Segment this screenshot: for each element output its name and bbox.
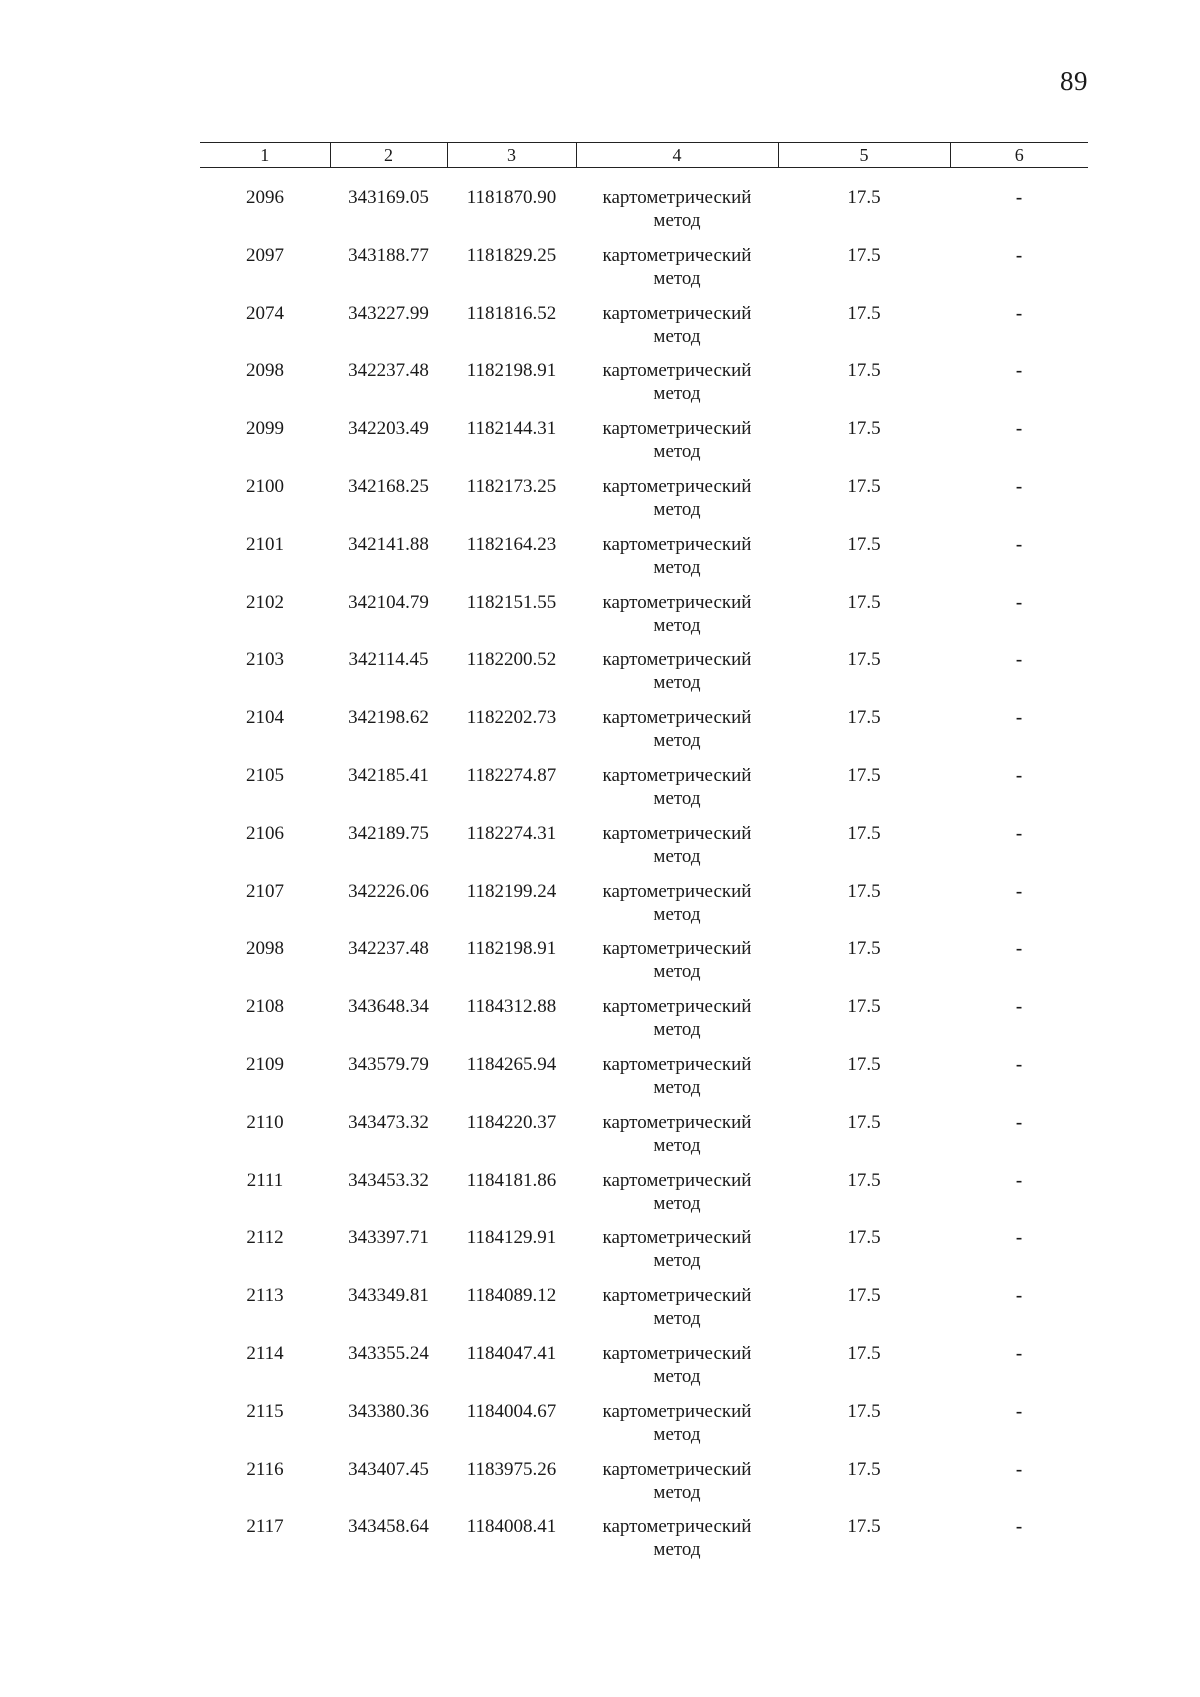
x-coordinate-cell: 343227.99 — [348, 302, 429, 324]
method-line-2: метод — [653, 1481, 701, 1503]
accuracy-cell: 17.5 — [847, 764, 881, 786]
accuracy-cell: 17.5 — [847, 533, 881, 555]
point-number-cell: 2116 — [246, 1458, 284, 1480]
method-line-2: метод — [653, 961, 701, 983]
y-coordinate-cell: 1183975.26 — [466, 1458, 557, 1480]
table-row — [200, 1458, 1088, 1516]
point-number-cell: 2098 — [246, 360, 284, 382]
note-cell: - — [1015, 1516, 1023, 1538]
method-line-1: картометрический — [602, 533, 752, 555]
point-number-cell: 2114 — [246, 1342, 284, 1364]
column-header-1: 1 — [200, 143, 330, 168]
method-cell — [576, 706, 778, 764]
y-coordinate-cell: 1182202.73 — [466, 707, 557, 729]
accuracy-cell: 17.5 — [847, 649, 881, 671]
x-coordinate-cell: 342185.41 — [348, 764, 429, 786]
note-cell: - — [1015, 418, 1023, 440]
method-line-1: картометрический — [602, 1053, 752, 1075]
x-coordinate-cell: 342237.48 — [348, 360, 429, 382]
x-coordinate-cell: 343169.05 — [348, 187, 429, 208]
accuracy-cell: 17.5 — [847, 1458, 881, 1480]
note-cell: - — [1015, 244, 1023, 266]
table-row — [200, 359, 1088, 417]
method-line-2: метод — [653, 267, 701, 289]
method-cell — [576, 880, 778, 938]
note-cell: - — [1015, 1053, 1023, 1075]
method-cell — [576, 591, 778, 649]
method-cell — [576, 1226, 778, 1284]
y-coordinate-cell: 1184004.67 — [466, 1400, 557, 1422]
note-cell: - — [1015, 938, 1023, 960]
x-coordinate-cell: 342237.48 — [348, 938, 429, 960]
note-cell: - — [1015, 591, 1023, 613]
table-row — [200, 168, 1088, 244]
column-header-2: 2 — [330, 143, 447, 168]
column-header-5: 5 — [778, 143, 950, 168]
table-row — [200, 591, 1088, 649]
header-row — [200, 143, 1088, 168]
method-line-1: картометрический — [602, 880, 752, 902]
table-row — [200, 764, 1088, 822]
accuracy-cell: 17.5 — [847, 244, 881, 266]
method-line-2: метод — [653, 441, 701, 463]
y-coordinate-cell: 1184312.88 — [466, 996, 557, 1018]
point-number-cell: 2103 — [246, 649, 284, 671]
method-cell — [576, 822, 778, 880]
method-cell — [576, 1284, 778, 1342]
method-line-1: картометрический — [602, 1342, 752, 1364]
y-coordinate-cell: 1184220.37 — [466, 1111, 557, 1133]
x-coordinate-cell: 342226.06 — [348, 880, 429, 902]
method-line-2: метод — [653, 1076, 701, 1098]
method-cell — [576, 1342, 778, 1400]
method-cell — [576, 1400, 778, 1458]
method-line-2: метод — [653, 845, 701, 867]
method-cell — [576, 533, 778, 591]
y-coordinate-cell: 1182173.25 — [466, 475, 557, 497]
note-cell: - — [1015, 707, 1023, 729]
point-number-cell: 2097 — [246, 244, 284, 266]
method-line-2: метод — [653, 1539, 701, 1561]
note-cell: - — [1015, 1227, 1023, 1249]
x-coordinate-cell: 342198.62 — [348, 707, 429, 729]
y-coordinate-cell: 1181816.52 — [466, 302, 557, 324]
method-line-2: метод — [653, 1365, 701, 1387]
method-line-2: метод — [653, 1192, 701, 1214]
method-cell — [576, 937, 778, 995]
method-line-2: метод — [653, 730, 701, 752]
accuracy-cell: 17.5 — [847, 1342, 881, 1364]
x-coordinate-cell: 343188.77 — [348, 244, 429, 266]
table-row — [200, 995, 1088, 1053]
table-row — [200, 417, 1088, 475]
method-cell — [576, 417, 778, 475]
accuracy-cell: 17.5 — [847, 1516, 881, 1538]
x-coordinate-cell: 342168.25 — [348, 475, 429, 497]
table-body — [200, 168, 1088, 1574]
y-coordinate-cell: 1182198.91 — [466, 360, 557, 382]
point-number-cell: 2099 — [246, 418, 284, 440]
point-number-cell: 2096 — [246, 187, 284, 208]
point-number-cell: 2113 — [246, 1285, 284, 1307]
table-row — [200, 1515, 1088, 1573]
y-coordinate-cell: 1182151.55 — [466, 591, 557, 613]
note-cell: - — [1015, 649, 1023, 671]
point-number-cell: 2111 — [246, 1169, 284, 1191]
method-line-1: картометрический — [602, 649, 752, 671]
y-coordinate-cell: 1182144.31 — [466, 418, 557, 440]
x-coordinate-cell: 343473.32 — [348, 1111, 429, 1133]
x-coordinate-cell: 342104.79 — [348, 591, 429, 613]
table-row — [200, 1226, 1088, 1284]
method-line-1: картометрический — [602, 1111, 752, 1133]
table-row — [200, 1400, 1088, 1458]
accuracy-cell: 17.5 — [847, 707, 881, 729]
x-coordinate-cell: 343355.24 — [348, 1342, 429, 1364]
table-row — [200, 475, 1088, 533]
accuracy-cell: 17.5 — [847, 475, 881, 497]
y-coordinate-cell: 1182274.87 — [466, 764, 557, 786]
point-number-cell: 2109 — [246, 1053, 284, 1075]
method-line-1: картометрический — [602, 360, 752, 382]
y-coordinate-cell: 1182199.24 — [466, 880, 557, 902]
table-row — [200, 1111, 1088, 1169]
point-number-cell: 2105 — [246, 764, 284, 786]
accuracy-cell: 17.5 — [847, 418, 881, 440]
method-line-2: метод — [653, 672, 701, 694]
method-line-1: картометрический — [602, 1516, 752, 1538]
point-number-cell: 2101 — [246, 533, 284, 555]
y-coordinate-cell: 1182200.52 — [466, 649, 557, 671]
method-line-2: метод — [653, 1423, 701, 1445]
x-coordinate-cell: 342203.49 — [348, 418, 429, 440]
y-coordinate-cell: 1184008.41 — [466, 1516, 557, 1538]
method-line-1: картометрический — [602, 187, 752, 208]
y-coordinate-cell: 1184265.94 — [466, 1053, 557, 1075]
note-cell: - — [1015, 475, 1023, 497]
y-coordinate-cell: 1182164.23 — [466, 533, 557, 555]
table-header — [200, 143, 1088, 168]
note-cell: - — [1015, 360, 1023, 382]
accuracy-cell: 17.5 — [847, 302, 881, 324]
table-row — [200, 1053, 1088, 1111]
accuracy-cell: 17.5 — [847, 360, 881, 382]
method-cell — [576, 648, 778, 706]
method-line-1: картометрический — [602, 938, 752, 960]
accuracy-cell: 17.5 — [847, 1285, 881, 1307]
method-cell — [576, 1111, 778, 1169]
x-coordinate-cell: 343458.64 — [348, 1516, 429, 1538]
note-cell: - — [1015, 302, 1023, 324]
x-coordinate-cell: 343453.32 — [348, 1169, 429, 1191]
note-cell: - — [1015, 996, 1023, 1018]
note-cell: - — [1015, 1342, 1023, 1364]
note-cell: - — [1015, 764, 1023, 786]
method-line-1: картометрический — [602, 1227, 752, 1249]
method-line-1: картометрический — [602, 418, 752, 440]
method-line-2: метод — [653, 1019, 701, 1041]
y-coordinate-cell: 1182198.91 — [466, 938, 557, 960]
method-line-2: метод — [653, 787, 701, 809]
method-line-1: картометрический — [602, 996, 752, 1018]
method-line-1: картометрический — [602, 244, 752, 266]
method-cell — [576, 244, 778, 302]
point-number-cell: 2100 — [246, 475, 284, 497]
method-line-2: метод — [653, 614, 701, 636]
accuracy-cell: 17.5 — [847, 591, 881, 613]
x-coordinate-cell: 343407.45 — [348, 1458, 429, 1480]
table-row — [200, 648, 1088, 706]
method-cell — [576, 764, 778, 822]
accuracy-cell: 17.5 — [847, 1053, 881, 1075]
point-number-cell: 2074 — [246, 302, 284, 324]
x-coordinate-cell: 342114.45 — [348, 649, 429, 671]
point-number-cell: 2115 — [246, 1400, 284, 1422]
method-line-2: метод — [653, 498, 701, 520]
table-row — [200, 533, 1088, 591]
table-row — [200, 244, 1088, 302]
method-line-2: метод — [653, 325, 701, 347]
accuracy-cell: 17.5 — [847, 1111, 881, 1133]
method-line-1: картометрический — [602, 591, 752, 613]
accuracy-cell: 17.5 — [847, 996, 881, 1018]
point-number-cell: 2107 — [246, 880, 284, 902]
point-number-cell: 2112 — [246, 1227, 284, 1249]
accuracy-cell: 17.5 — [847, 822, 881, 844]
method-line-2: метод — [653, 1308, 701, 1330]
table-row — [200, 1342, 1088, 1400]
table-row — [200, 822, 1088, 880]
method-line-1: картометрический — [602, 1400, 752, 1422]
x-coordinate-cell: 342141.88 — [348, 533, 429, 555]
x-coordinate-cell: 343579.79 — [348, 1053, 429, 1075]
y-coordinate-cell: 1181829.25 — [466, 244, 557, 266]
note-cell: - — [1015, 533, 1023, 555]
method-line-1: картометрический — [602, 475, 752, 497]
point-number-cell: 2108 — [246, 996, 284, 1018]
method-line-2: метод — [653, 1134, 701, 1156]
table-row — [200, 1284, 1088, 1342]
x-coordinate-cell: 342189.75 — [348, 822, 429, 844]
x-coordinate-cell: 343380.36 — [348, 1400, 429, 1422]
accuracy-cell: 17.5 — [847, 1400, 881, 1422]
table-row — [200, 302, 1088, 360]
x-coordinate-cell: 343397.71 — [348, 1227, 429, 1249]
note-cell: - — [1015, 822, 1023, 844]
column-header-3: 3 — [447, 143, 576, 168]
point-number-cell: 2098 — [246, 938, 284, 960]
method-cell — [576, 1053, 778, 1111]
x-coordinate-cell: 343349.81 — [348, 1285, 429, 1307]
method-cell — [576, 1515, 778, 1573]
y-coordinate-cell: 1184129.91 — [466, 1227, 557, 1249]
point-number-cell: 2106 — [246, 822, 284, 844]
accuracy-cell: 17.5 — [847, 1227, 881, 1249]
method-line-1: картометрический — [602, 1169, 752, 1191]
note-cell: - — [1015, 1285, 1023, 1307]
y-coordinate-cell: 1184181.86 — [466, 1169, 557, 1191]
method-cell — [576, 302, 778, 360]
x-coordinate-cell: 343648.34 — [348, 996, 429, 1018]
method-cell — [576, 995, 778, 1053]
table-row — [200, 706, 1088, 764]
y-coordinate-cell: 1182274.31 — [466, 822, 557, 844]
method-line-2: метод — [653, 556, 701, 578]
method-line-2: метод — [653, 383, 701, 405]
table-row — [200, 937, 1088, 995]
method-cell — [576, 475, 778, 533]
method-line-2: метод — [653, 210, 701, 231]
accuracy-cell: 17.5 — [847, 880, 881, 902]
method-line-2: метод — [653, 903, 701, 925]
coordinates-table — [200, 142, 1088, 1573]
y-coordinate-cell: 1184089.12 — [466, 1285, 557, 1307]
method-line-1: картометрический — [602, 1458, 752, 1480]
note-cell: - — [1015, 1400, 1023, 1422]
note-cell: - — [1015, 1169, 1023, 1191]
y-coordinate-cell: 1184047.41 — [466, 1342, 557, 1364]
method-line-1: картометрический — [602, 764, 752, 786]
note-cell: - — [1015, 880, 1023, 902]
column-header-6: 6 — [950, 143, 1088, 168]
point-number-cell: 2104 — [246, 707, 284, 729]
method-line-2: метод — [653, 1250, 701, 1272]
method-cell — [576, 1169, 778, 1227]
table-row — [200, 1169, 1088, 1227]
y-coordinate-cell: 1181870.90 — [466, 187, 557, 208]
method-line-1: картометрический — [602, 707, 752, 729]
accuracy-cell: 17.5 — [847, 1169, 881, 1191]
point-number-cell: 2110 — [246, 1111, 284, 1133]
point-number-cell: 2102 — [246, 591, 284, 613]
method-cell — [576, 359, 778, 417]
method-line-1: картометрический — [602, 1285, 752, 1307]
page-number: 89 — [1060, 66, 1088, 96]
note-cell: - — [1015, 1458, 1023, 1480]
table-row — [200, 880, 1088, 938]
note-cell: - — [1015, 187, 1023, 208]
point-number-cell: 2117 — [246, 1516, 284, 1538]
method-line-1: картометрический — [602, 302, 752, 324]
method-cell — [576, 168, 778, 244]
method-line-1: картометрический — [602, 822, 752, 844]
method-cell — [576, 1458, 778, 1516]
note-cell: - — [1015, 1111, 1023, 1133]
accuracy-cell: 17.5 — [847, 938, 881, 960]
accuracy-cell: 17.5 — [847, 187, 881, 208]
column-header-4: 4 — [576, 143, 778, 168]
